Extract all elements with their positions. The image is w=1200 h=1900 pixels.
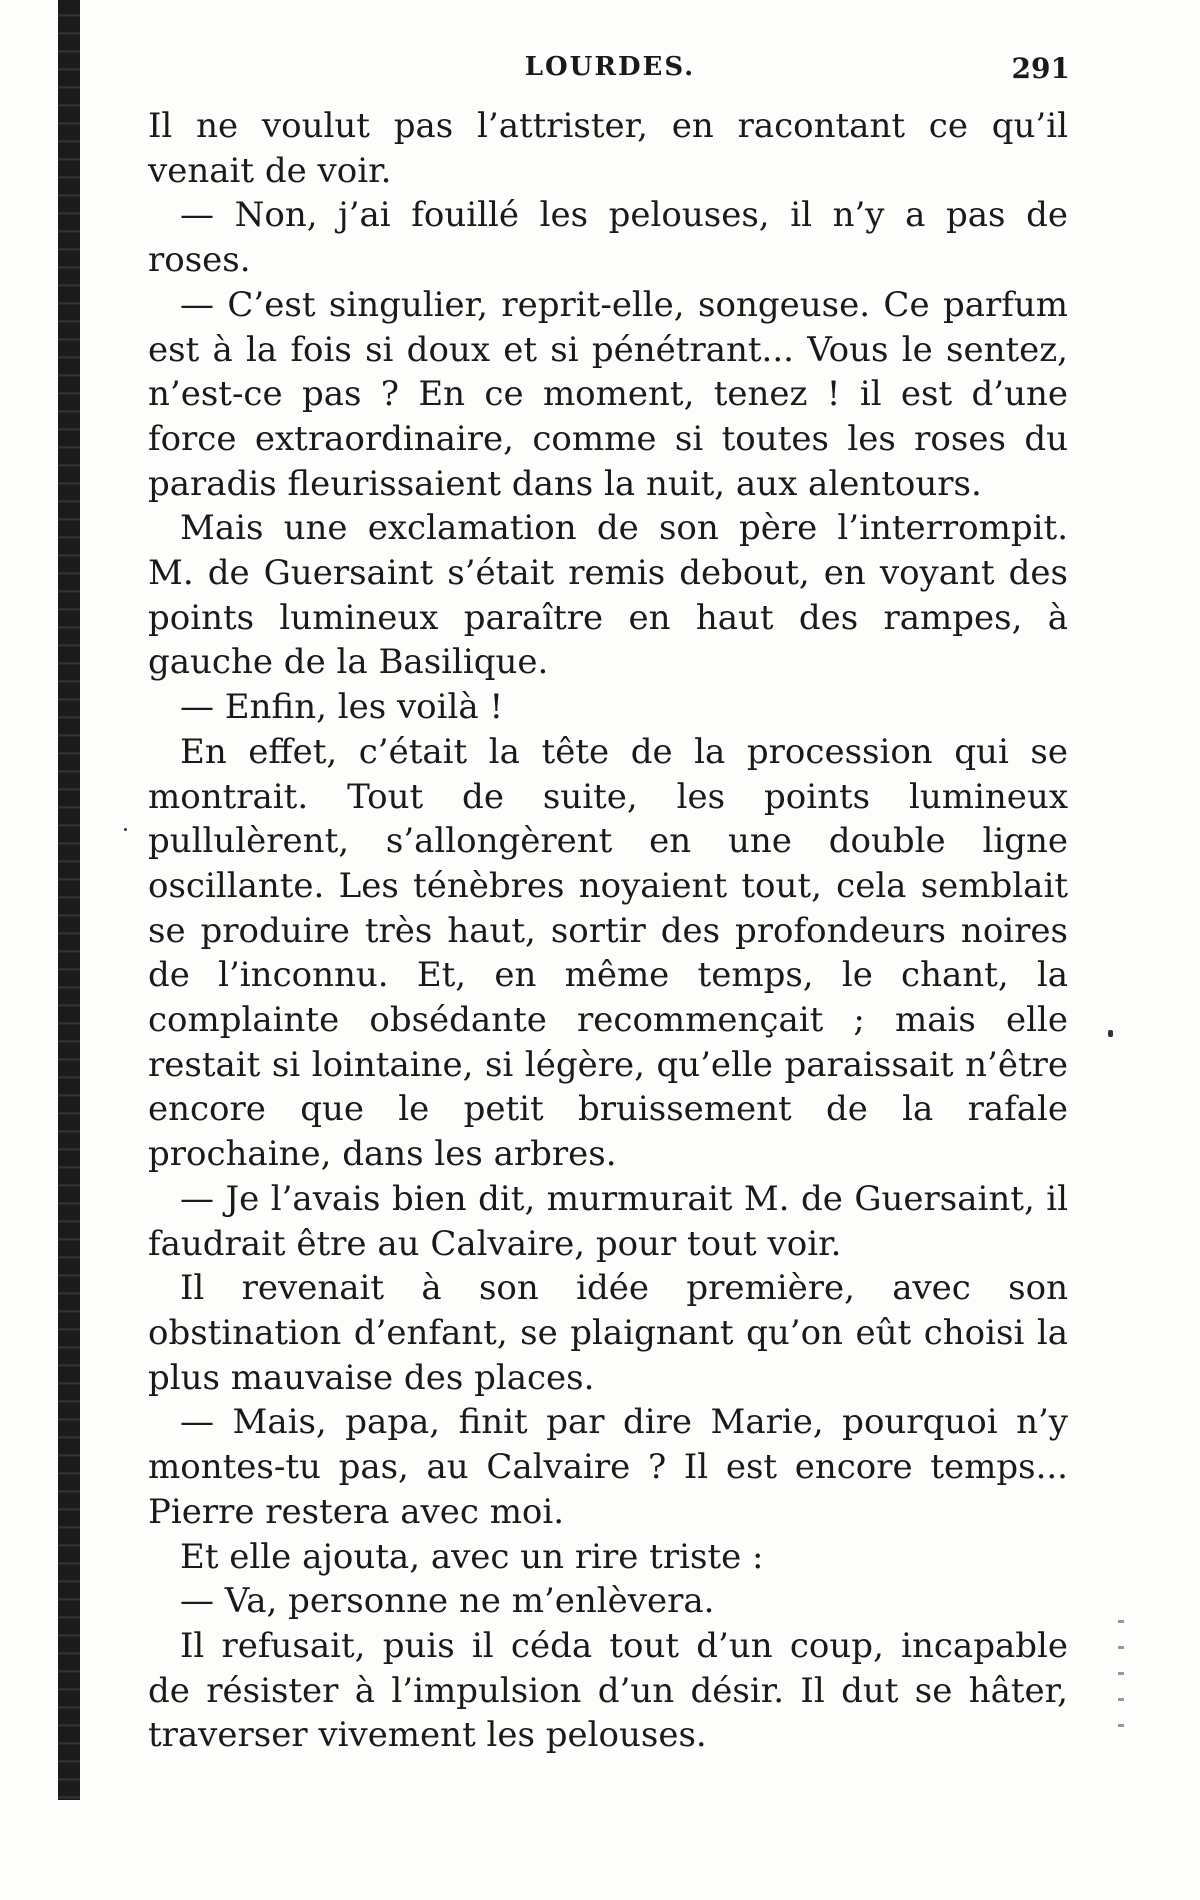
- paragraph: Il refusait, puis il céda tout d’un coup, incapable de résister à l’impulsion d’un désir. Il dut se hâter, traverser vivement les pelouses.: [148, 1625, 1068, 1756]
- paragraph: — Enfin, les voilà !: [180, 687, 504, 728]
- margin-print-marks: [1118, 1620, 1124, 1750]
- paragraph: Il ne voulut pas l’attrister, en racontant ce qu’il venait de voir.: [148, 106, 1068, 191]
- running-title: LOURDES.: [524, 52, 696, 82]
- paragraph: — C’est singulier, reprit-elle, songeuse. Ce parfum est à la fois si doux et si pénétrant... Vous le sentez, n’est-ce pas ? En ce moment, tenez ! il est d’une force extraordinaire, comme si toutes les roses du paradis fleurissaient dans la nuit, aux alentours.: [148, 284, 1068, 504]
- paragraph: — Non, j’ai fouillé les pelouses, il n’y a pas de roses.: [148, 195, 1068, 281]
- stray-ink-dot: [1108, 1030, 1113, 1037]
- paragraph: Il revenait à son idée première, avec son obstination d’enfant, se plaignant qu’on eût choisi la plus mauvaise des places.: [148, 1268, 1068, 1398]
- paragraph: — Je l’avais bien dit, murmurait M. de Guersaint, il faudrait être au Calvaire, pour tout voir.: [148, 1178, 1068, 1264]
- body-text: [148, 104, 1068, 1758]
- stray-ink-dot: [124, 828, 127, 831]
- page-header: [150, 52, 1070, 92]
- book-spine-edge: [58, 0, 80, 1800]
- paragraph: — Mais, papa, finit par dire Marie, pourquoi n’y montes-tu pas, au Calvaire ? Il est encore temps... Pierre restera avec moi.: [148, 1402, 1068, 1532]
- page-number: 291: [1011, 52, 1070, 85]
- paragraph: En effet, c’était la tête de la procession qui se montrait. Tout de suite, les points lumineux pullulèrent, s’allongèrent en une double ligne oscillante. Les ténèbres noyaient tout, cela semblait se produire très haut, sortir des profondeurs noires de l’inconnu. Et, en même temps, le chant, la complainte obsédante recommençait ; mais elle restait si lointaine, si légère, qu’elle paraissait n’être encore que le petit bruissement de la rafale prochaine, dans les arbres.: [148, 731, 1068, 1175]
- paragraph: Mais une exclamation de son père l’interrompit. M. de Guersaint s’était remis debout, en voyant des points lumineux paraître en haut des rampes, à gauche de la Basilique.: [148, 508, 1068, 683]
- paragraph: — Va, personne ne m’enlèvera.: [180, 1581, 715, 1622]
- paragraph: Et elle ajouta, avec un rire triste :: [180, 1536, 764, 1577]
